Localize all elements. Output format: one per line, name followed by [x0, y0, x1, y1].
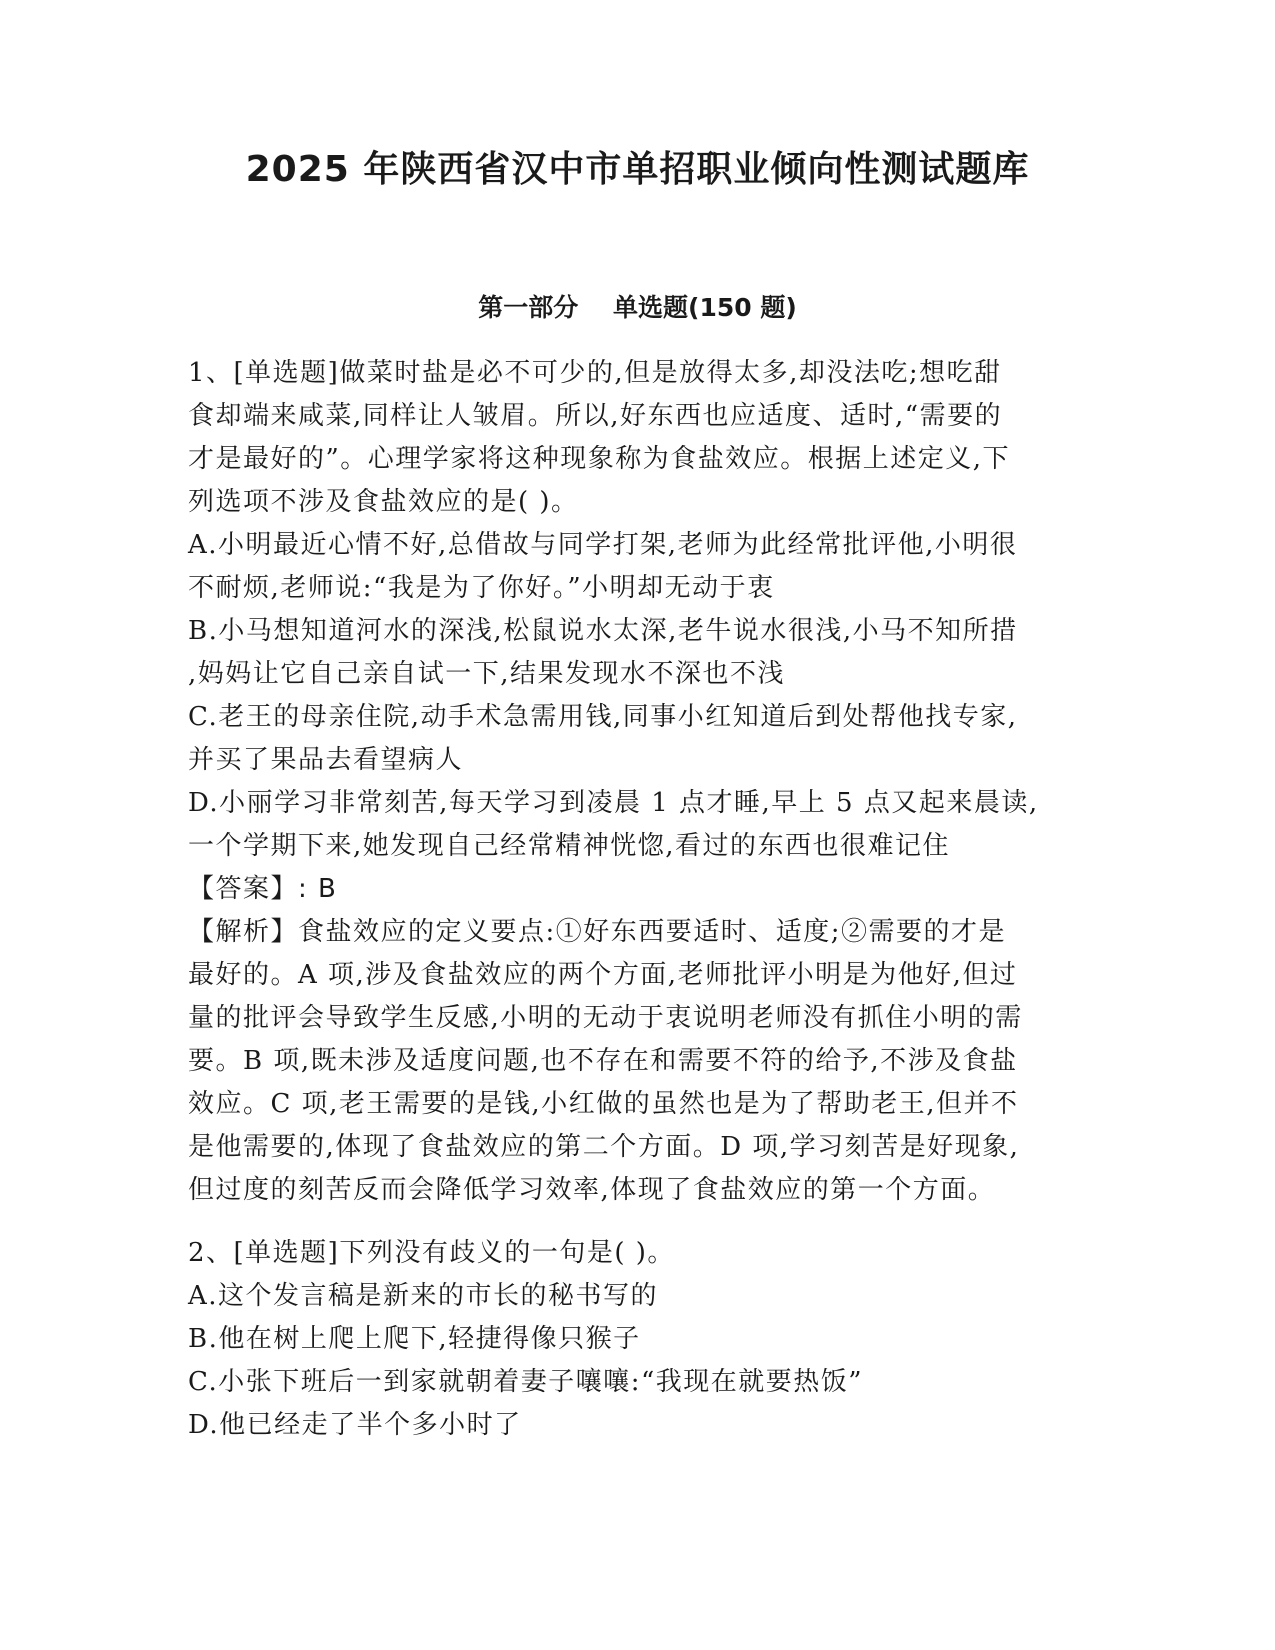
option-d-line: D.他已经走了半个多小时了 [188, 1410, 522, 1440]
question-stem-line: 食却端来咸菜,同样让人皱眉。所以,好东西也应适度、适时,“需要的 [188, 401, 1003, 431]
option-b-line: ,妈妈让它自己亲自试一下,结果发现水不深也不浅 [188, 659, 786, 689]
option-d-line: D.小丽学习非常刻苦,每天学习到凌晨 1 点才睡,早上 5 点又起来晨读, [188, 788, 1039, 818]
question-stem-line: 1、[单选题]做菜时盐是必不可少的,但是放得太多,却没法吃;想吃甜 [188, 358, 1002, 388]
option-b-line: B.他在树上爬上爬下,轻捷得像只猴子 [188, 1324, 641, 1354]
answer-line: 【答案】: B [188, 874, 338, 904]
analysis-line: 最好的。A 项,涉及食盐效应的两个方面,老师批评小明是为他好,但过 [188, 960, 1018, 990]
analysis-line: 效应。C 项,老王需要的是钱,小红做的虽然也是为了帮助老王,但并不 [188, 1089, 1019, 1119]
option-c-line: C.老王的母亲住院,动手术急需用钱,同事小红知道后到处帮他找专家, [188, 702, 1018, 732]
analysis-line: 是他需要的,体现了食盐效应的第二个方面。D 项,学习刻苦是好现象, [188, 1132, 1020, 1162]
option-d-line: 一个学期下来,她发现自己经常精神恍惚,看过的东西也很难记住 [188, 831, 951, 861]
analysis-line: 量的批评会导致学生反感,小明的无动于衷说明老师没有抓住小明的需 [188, 1003, 1023, 1033]
option-a-line: 不耐烦,老师说:“我是为了你好。”小明却无动于衷 [188, 573, 775, 603]
document-body [188, 352, 1088, 1467]
document-title: 2025 年陕西省汉中市单招职业倾向性测试题库 [245, 149, 1030, 190]
section-heading: 第一部分 单选题(150 题) [478, 293, 797, 322]
option-c-line: 并买了果品去看望病人 [188, 745, 464, 775]
option-b-line: B.小马想知道河水的深浅,松鼠说水太深,老牛说水很浅,小马不知所措 [188, 616, 1018, 646]
analysis-line: 【解析】食盐效应的定义要点:①好东西要适时、适度;②需要的才是 [188, 917, 1007, 947]
question-stem-line: 列选项不涉及食盐效应的是( )。 [188, 487, 579, 517]
analysis-line: 但过度的刻苦反而会降低学习效率,体现了食盐效应的第一个方面。 [188, 1175, 996, 1205]
option-c-line: C.小张下班后一到家就朝着妻子嚷嚷:“我现在就要热饭” [188, 1367, 864, 1397]
question-stem-line: 2、[单选题]下列没有歧义的一句是( )。 [188, 1238, 675, 1268]
analysis-line: 要。B 项,既未涉及适度问题,也不存在和需要不符的给予,不涉及食盐 [188, 1046, 1018, 1076]
question-stem-line: 才是最好的”。心理学家将这种现象称为食盐效应。根据上述定义,下 [188, 444, 1011, 474]
question-1 [188, 352, 1088, 1212]
question-2 [188, 1232, 1088, 1447]
option-a-line: A.这个发言稿是新来的市长的秘书写的 [188, 1281, 659, 1311]
option-a-line: A.小明最近心情不好,总借故与同学打架,老师为此经常批评他,小明很 [188, 530, 1018, 560]
